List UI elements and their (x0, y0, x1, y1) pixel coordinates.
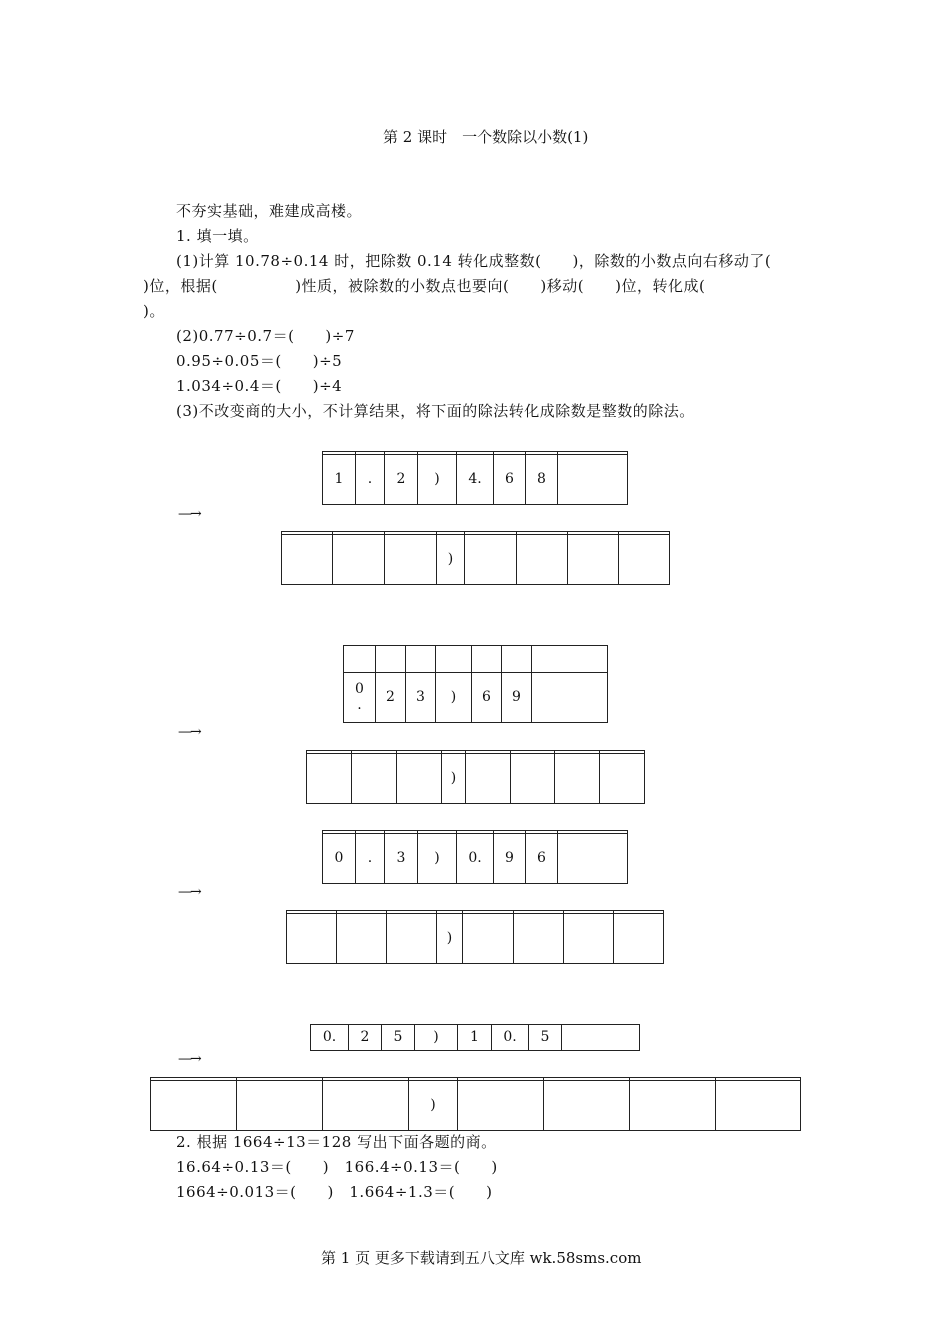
grid-cell: 1 (458, 1025, 492, 1051)
grid-cell: 9 (494, 834, 526, 884)
grid-cell: 6 (526, 834, 558, 884)
grid-cell: ) (436, 673, 472, 723)
grid-cell: 2 (376, 673, 406, 723)
page-footer: 第 1 页 更多下载请到五八文库 wk.58sms.com (321, 1249, 642, 1267)
grid-cell: 6 (472, 673, 502, 723)
grid-cell: 8 (526, 455, 558, 505)
grid-cell: 3 (406, 673, 436, 723)
grid-cell (532, 673, 608, 723)
grid-cell: ) (418, 834, 457, 884)
grid-cell: 6 (494, 455, 526, 505)
question-1-part-2-line-3: 1.034÷0.4＝( )÷4 (176, 377, 343, 395)
bracket-cell: ) (437, 535, 465, 585)
bracket-cell: ) (409, 1081, 458, 1131)
answer-grid-1 (281, 531, 670, 585)
grid-cell: ) (418, 455, 457, 505)
grid-cell: 1 (323, 455, 356, 505)
grid-cell: ) (415, 1025, 458, 1051)
question-1-part-3: (3)不改变商的大小，不计算结果，将下面的除法转化成除数是整数的除法。 (176, 402, 695, 420)
grid-cell: 0. (311, 1025, 349, 1051)
question-2-line-2: 1664÷0.013＝( ) 1.664÷1.3＝( ) (176, 1183, 493, 1201)
grid-cell: 3 (385, 834, 418, 884)
grid-cell (562, 1025, 640, 1051)
page-title: 第 2 课时 一个数除以小数(1) (383, 128, 589, 146)
question-1-part-1-line-1: (1)计算 10.78÷0.14 时，把除数 0.14 转化成整数( )，除数的小数点向右移动了( (176, 252, 772, 270)
answer-grid-2 (306, 750, 645, 804)
division-grid-4 (310, 1024, 640, 1051)
question-1-part-2-line-2: 0.95÷0.05＝( )÷5 (176, 352, 343, 370)
grid-cell: 0. (457, 834, 494, 884)
question-2-line-1: 16.64÷0.13＝( ) 166.4÷0.13＝( ) (176, 1158, 498, 1176)
question-2-heading: 2. 根据 1664÷13＝128 写出下面各题的商。 (176, 1133, 497, 1151)
question-1-part-1-line-3: )。 (143, 302, 165, 320)
question-1-part-1-line-2: )位，根据( )性质，被除数的小数点也要向( )移动( )位，转化成( (143, 277, 706, 295)
answer-grid-4 (150, 1077, 801, 1131)
grid-cell: 0. (492, 1025, 529, 1051)
division-grid-3 (322, 830, 628, 884)
arrow-1: —→ (178, 506, 200, 522)
arrow-2: —→ (178, 724, 200, 740)
bracket-cell: ) (442, 754, 466, 804)
division-grid-1 (322, 451, 628, 505)
motto: 不夯实基础，难建成高楼。 (176, 202, 363, 220)
grid-cell: 9 (502, 673, 532, 723)
grid-cell: 0 . (344, 673, 376, 723)
grid-cell: 0 (323, 834, 356, 884)
division-grid-2 (343, 645, 608, 723)
question-1-heading: 1. 填一填。 (176, 227, 259, 245)
grid-cell: . (356, 455, 385, 505)
grid-cell: 5 (529, 1025, 562, 1051)
arrow-4: —→ (178, 1051, 200, 1067)
bracket-cell: ) (437, 914, 463, 964)
answer-grid-3 (286, 910, 664, 964)
grid-cell: . (356, 834, 385, 884)
grid-cell: 2 (385, 455, 418, 505)
grid-cell: 4. (457, 455, 494, 505)
grid-cell (558, 455, 628, 505)
question-1-part-2-line-1: (2)0.77÷0.7＝( )÷7 (176, 327, 355, 345)
grid-cell (558, 834, 628, 884)
grid-cell: 2 (349, 1025, 382, 1051)
arrow-3: —→ (178, 884, 200, 900)
grid-cell: 5 (382, 1025, 415, 1051)
